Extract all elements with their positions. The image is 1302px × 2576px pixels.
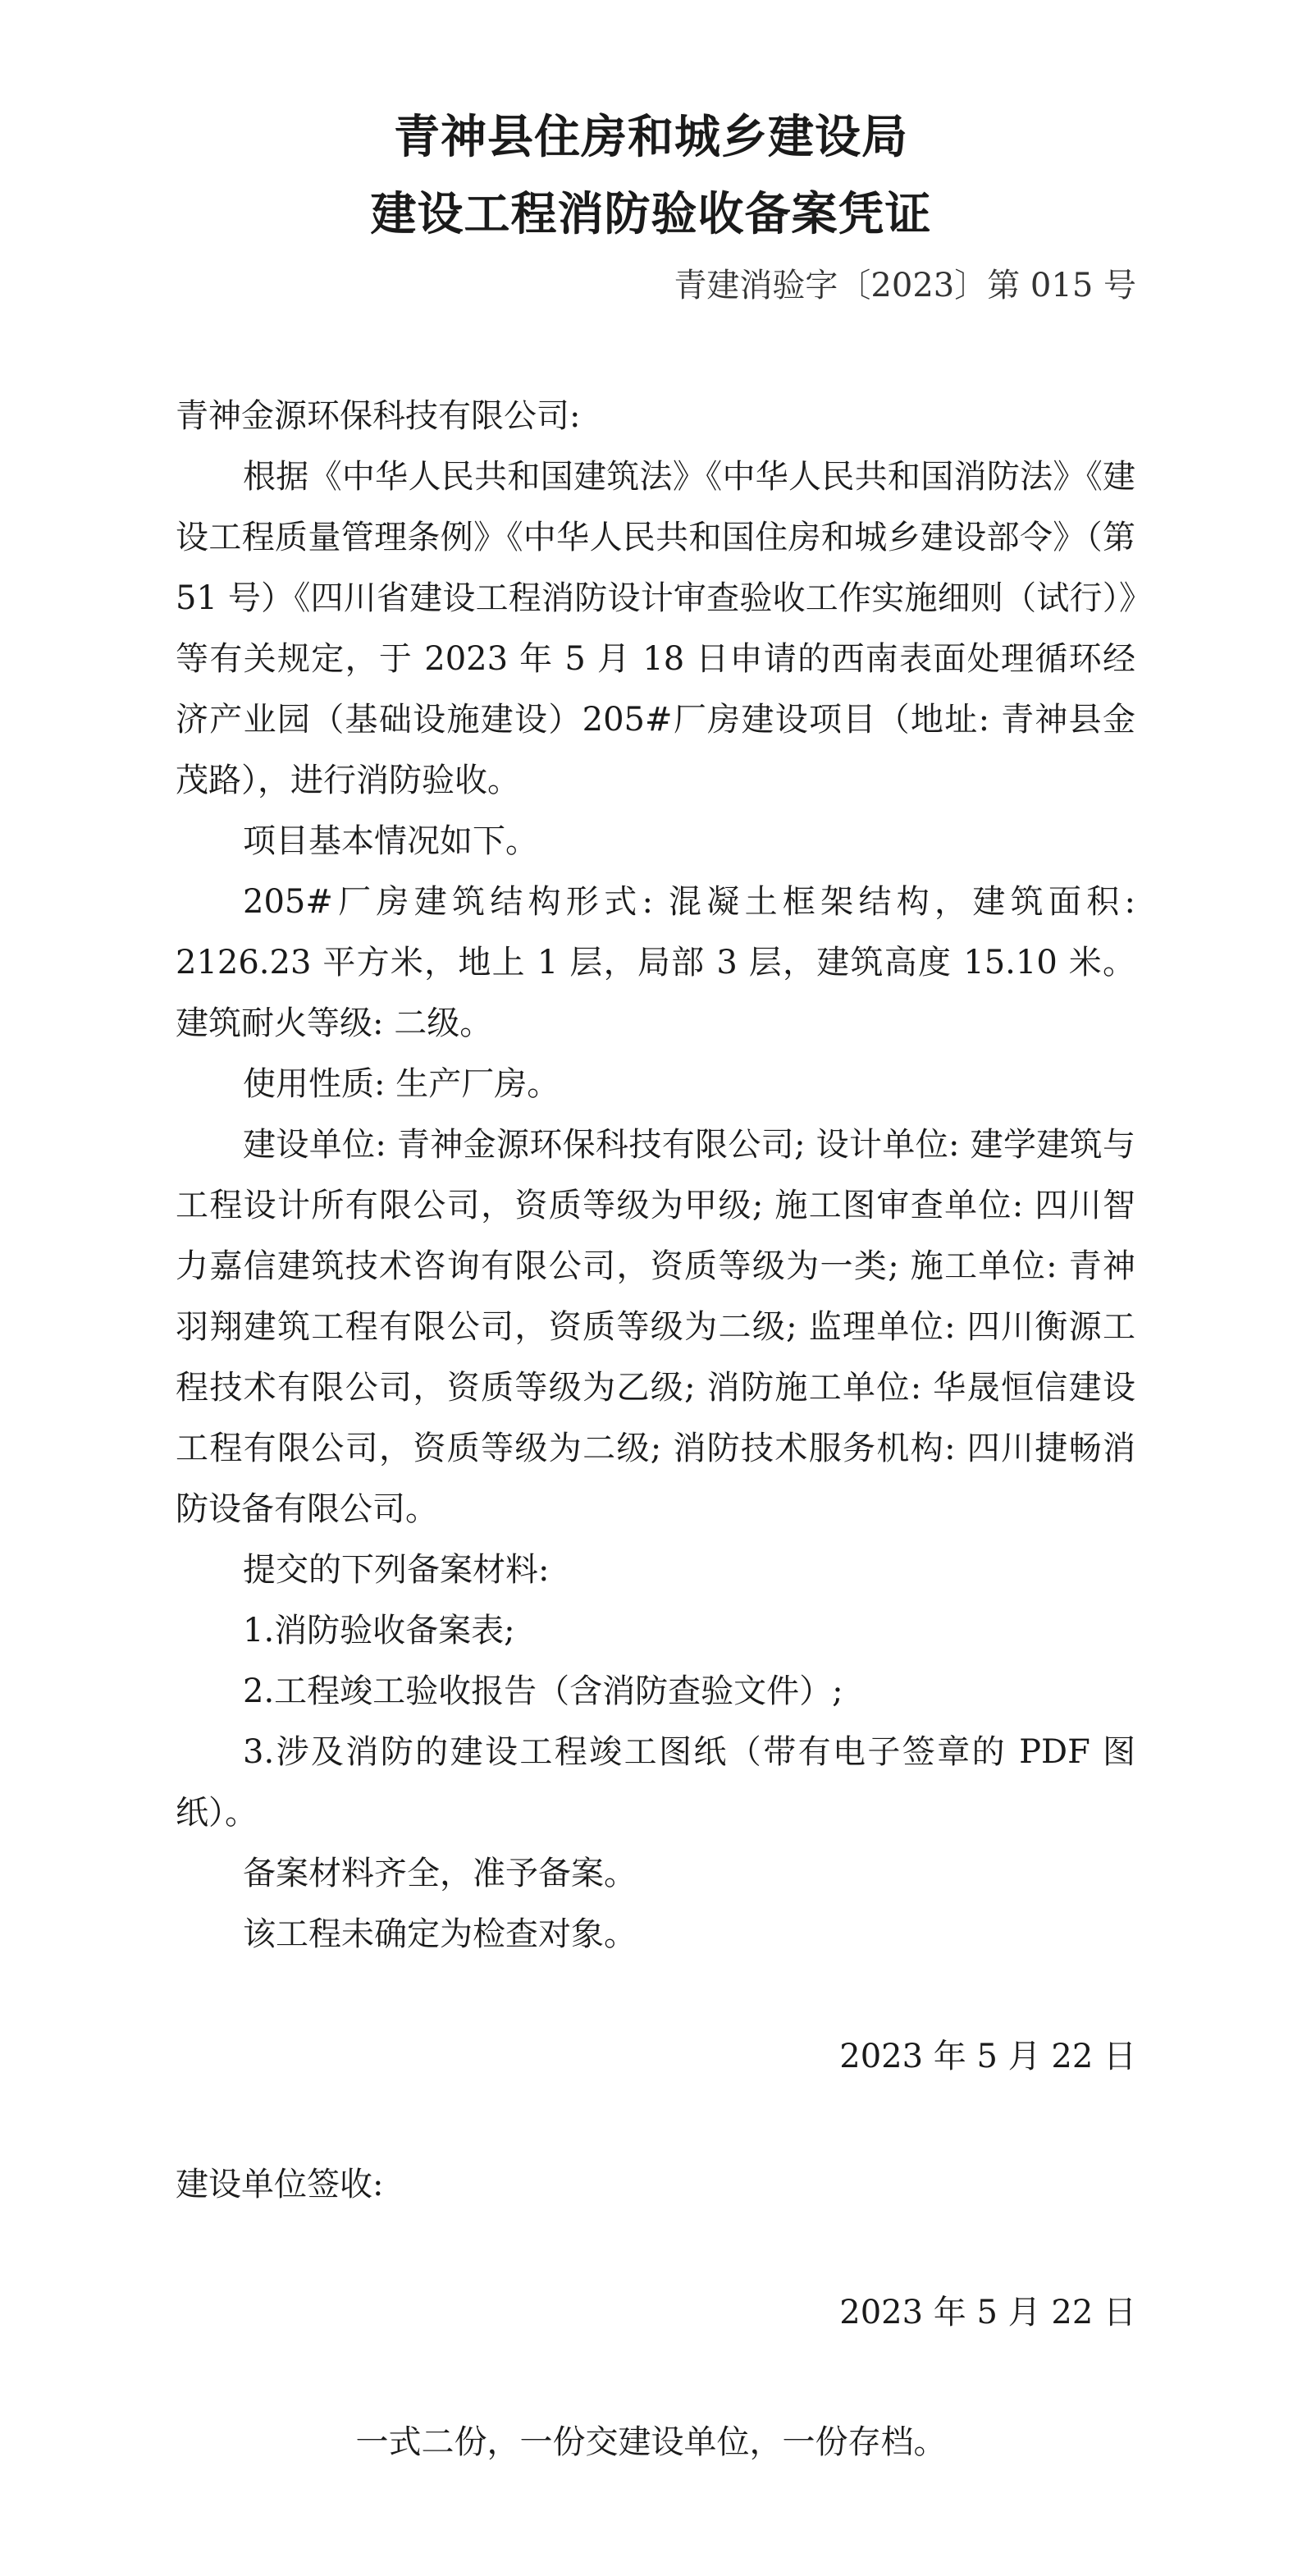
- material-item: 1.消防验收备案表;: [243, 1612, 515, 1649]
- certificate-body: [176, 386, 1135, 1965]
- certificate-title: 建设工程消防验收备案凭证: [370, 187, 932, 241]
- material-item: 2.工程竣工验收报告（含消防查验文件）;: [243, 1672, 843, 1710]
- overview-heading: 项目基本情况如下。: [243, 822, 538, 860]
- building-structure-paragraph: 205#厂房建筑结构形式: 混凝土框架结构，建筑面积: 2126.23 平方米，地上 1 层，局部 3 层，建筑高度 15.10 米。建筑耐火等级: 二级。: [176, 883, 1135, 1042]
- copies-note: 一式二份，一份交建设单位，一份存档。: [355, 2423, 947, 2461]
- legal-basis-paragraph: 根据《中华人民共和国建筑法》《中华人民共和国消防法》《建设工程质量管理条例》《中华人民共和国住房和城乡建设部令》（第 51 号）《四川省建设工程消防设计审查验收工作实施细则（试行）》等有关规定，于 2023 年 5 月 18 日申请的西南表面处理循环经济产业园（基础设施建设）205#厂房建设项目（地址: 青神县金茂路），进行消防验收。: [176, 458, 1135, 799]
- approval-statement: 备案材料齐全，准予备案。: [243, 1855, 637, 1892]
- material-item: 3.涉及消防的建设工程竣工图纸（带有电子签章的 PDF 图纸）。: [176, 1733, 1135, 1832]
- document-number: 青建消验字〔2023〕第 015 号: [674, 267, 1136, 304]
- addressee: 青神金源环保科技有限公司:: [176, 397, 581, 435]
- inspection-statement: 该工程未确定为检查对象。: [243, 1915, 637, 1953]
- issuing-authority-title: 青神县住房和城乡建设局: [394, 110, 908, 164]
- materials-intro: 提交的下列备案材料:: [243, 1551, 550, 1589]
- usage-paragraph: 使用性质: 生产厂房。: [243, 1065, 560, 1103]
- receipt-date: 2023 年 5 月 22 日: [839, 2294, 1136, 2331]
- participating-units-paragraph: 建设单位: 青神金源环保科技有限公司; 设计单位: 建学建筑与工程设计所有限公司，资质等级为甲级; 施工图审查单位: 四川智力嘉信建筑技术咨询有限公司，资质等级为一类; 施工单位: 青神羽翔建筑工程有限公司，资质等级为二级; 监理单位: 四川衡源工程技术有限公司，资质等级为乙级; 消防施工单位: 华晟恒信建设工程有限公司，资质等级为二级; 消防技术服务机构: 四川捷畅消防设备有限公司。: [176, 1126, 1135, 1528]
- issue-date: 2023 年 5 月 22 日: [839, 2038, 1136, 2075]
- signature-label: 建设单位签收:: [176, 2166, 384, 2203]
